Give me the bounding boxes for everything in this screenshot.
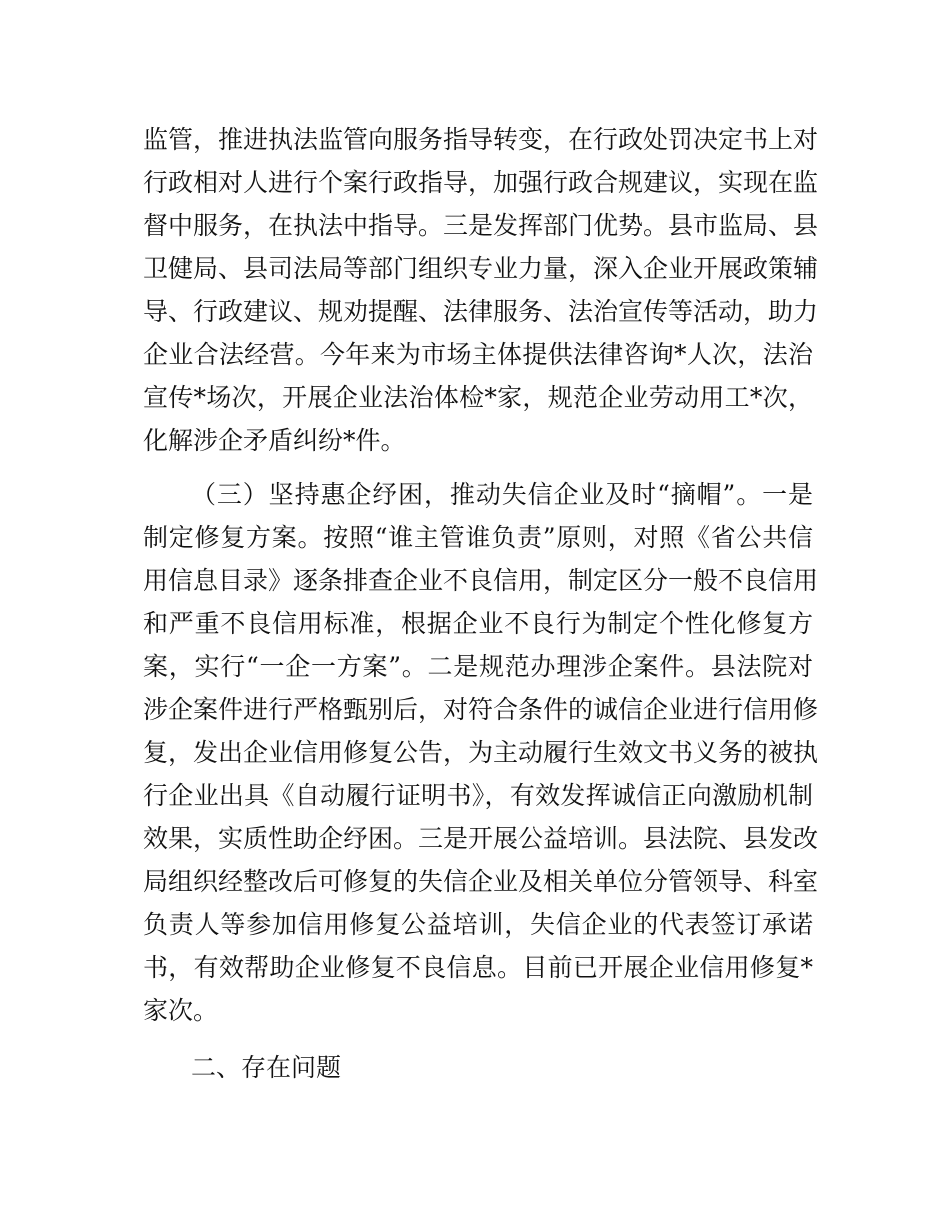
- paragraph-line: （三）坚持惠企纾困，推动失信企业及时“摘帽”。一是: [191, 480, 813, 509]
- paragraph-line: 督中服务，在执法中指导。三是发挥部门优势。县市监局、县: [143, 211, 819, 240]
- paragraph-line: 行政相对人进行个案行政指导，加强行政合规建议，实现在监: [143, 168, 819, 197]
- paragraph-line: 局组织经整改后可修复的失信企业及相关单位分管领导、科室: [143, 867, 819, 896]
- paragraph-line: 宣传*场次，开展企业法治体检*家，规范企业劳动用工*次，: [143, 383, 813, 412]
- paragraph-line: 用信息目录》逐条排查企业不良信用，制定区分一般不良信用: [143, 566, 819, 595]
- paragraph-line: 和严重不良信用标准，根据企业不良行为制定个性化修复方: [143, 609, 813, 638]
- paragraph-line: 涉企案件进行严格甄别后，对符合条件的诚信企业进行信用修: [143, 695, 819, 724]
- paragraph-line: 家次。: [143, 996, 219, 1025]
- paragraph-line: 化解涉企矛盾纠纷*件。: [143, 426, 406, 455]
- paragraph-line: 案，实行“一企一方案”。二是规范办理涉企案件。县法院对: [143, 652, 813, 681]
- paragraph-line: 书，有效帮助企业修复不良信息。目前已开展企业信用修复*: [143, 953, 813, 982]
- paragraph-line: 行企业出具《自动履行证明书》，有效发挥诚信正向激励机制: [143, 781, 813, 810]
- paragraph-line: 复，发出企业信用修复公告，为主动履行生效文书义务的被执: [143, 738, 819, 767]
- paragraph-line: 企业合法经营。今年来为市场主体提供法律咨询*人次，法治: [143, 340, 813, 369]
- paragraph-line: 监管，推进执法监管向服务指导转变，在行政处罚决定书上对: [143, 125, 819, 154]
- paragraph-line: 效果，实质性助企纾困。三是开展公益培训。县法院、县发改: [143, 824, 819, 853]
- paragraph-line: 负责人等参加信用修复公益培训，失信企业的代表签订承诺: [143, 910, 813, 939]
- paragraph-line: 制定修复方案。按照“谁主管谁负责”原则，对照《省公共信: [143, 523, 813, 552]
- paragraph-line: 导、行政建议、规劝提醒、法律服务、法治宣传等活动，助力: [143, 297, 819, 326]
- paragraph-line: 卫健局、县司法局等部门组织专业力量，深入企业开展政策辅: [143, 254, 819, 283]
- section-heading: 二、存在问题: [191, 1053, 342, 1082]
